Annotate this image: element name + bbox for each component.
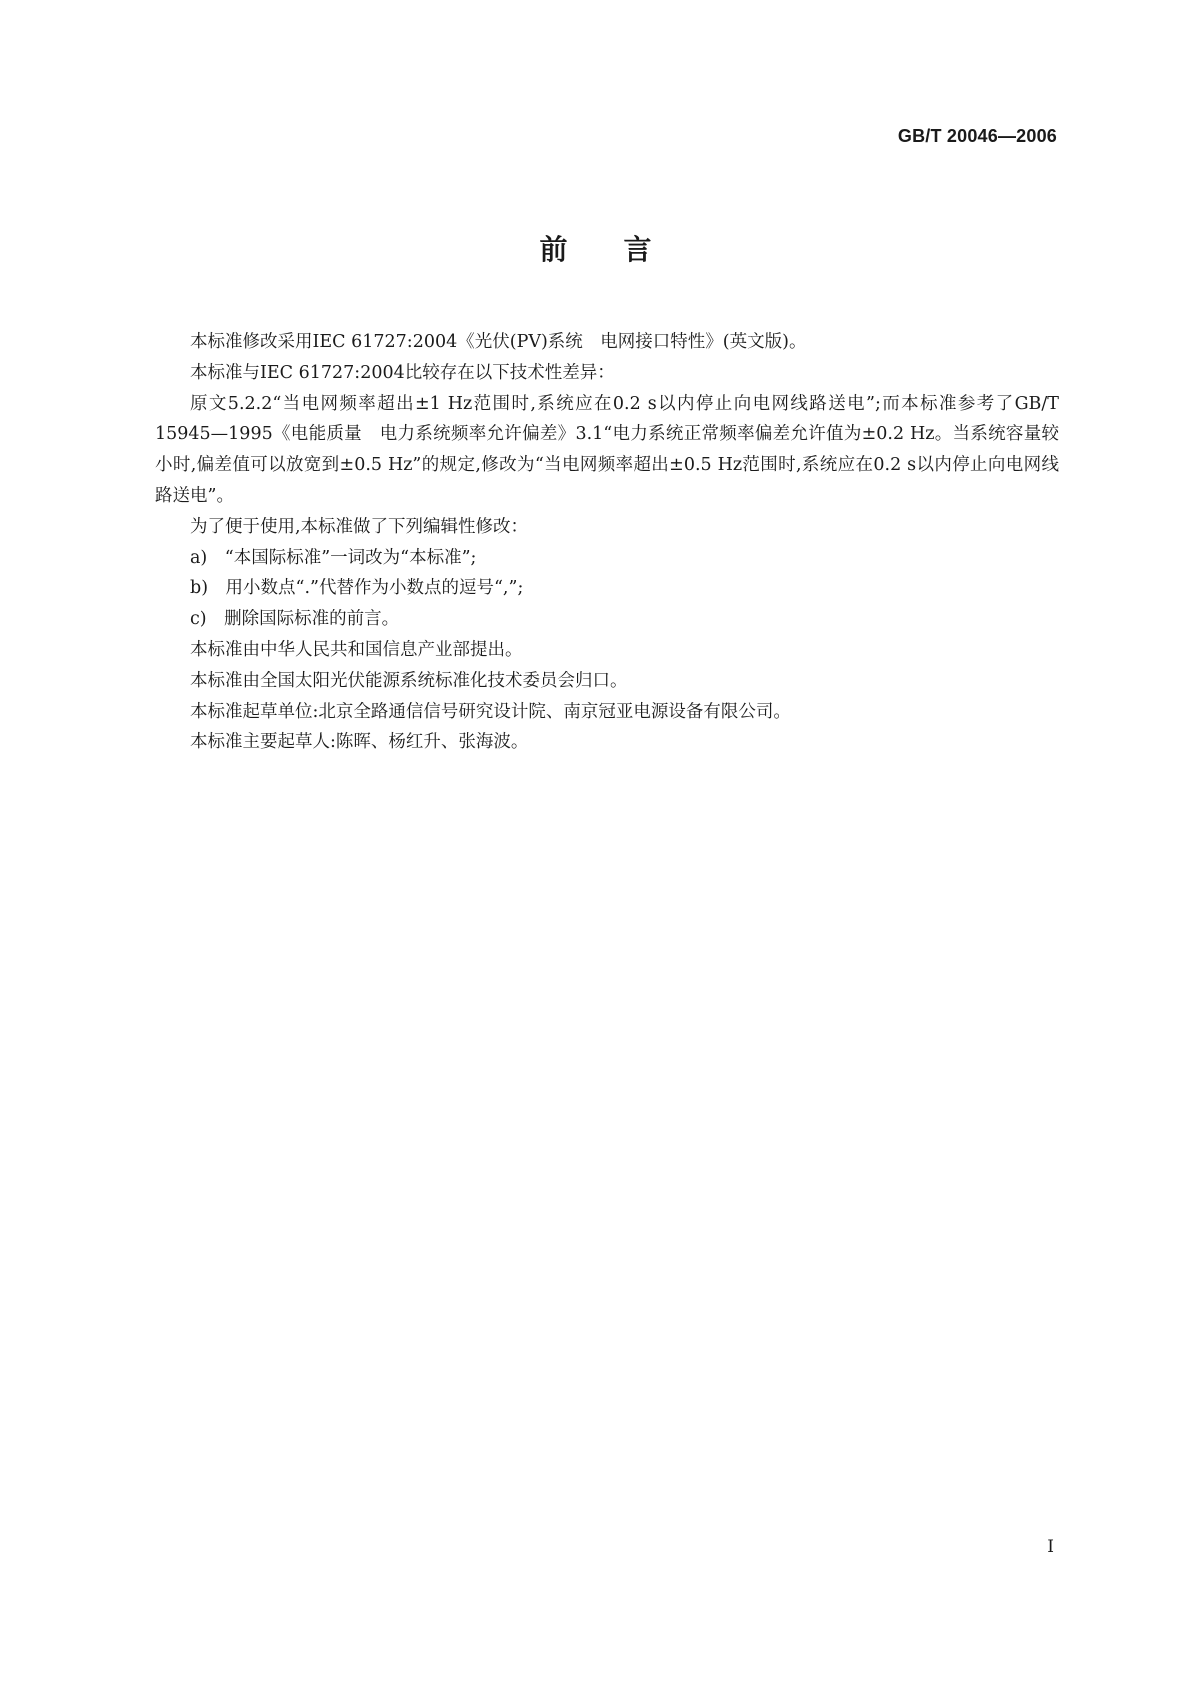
page-number: I (1047, 1537, 1054, 1557)
paragraph-frequency-difference: 原文5.2.2“当电网频率超出±1 Hz范围时,系统应在0.2 s以内停止向电网线路送电”;而本标准参考了GB/T 15945—1995《电能质量 电力系统频率允许偏差》3.1“电力系统正常频率偏差允许值为±0.2 Hz。当系统容量较小时,偏差值可以放宽到±0.5 Hz”的规定,修改为“当电网频率超出±0.5 Hz范围时,系统应在0.2 s以内停止向电网线路送电”。 (155, 393, 1059, 506)
paragraph-drafting-units: 本标准起草单位:北京全路通信信号研究设计院、南京冠亚电源设备有限公司。 (190, 701, 791, 722)
paragraph-committee: 本标准由全国太阳光伏能源系统标准化技术委员会归口。 (190, 670, 628, 691)
paragraph-adoption: 本标准修改采用IEC 61727:2004《光伏(PV)系统 电网接口特性》(英文版)。 (190, 332, 807, 352)
paragraph-differences-intro: 本标准与IEC 61727:2004比较存在以下技术性差异： (190, 362, 615, 383)
list-item-a: a) “本国际标准”一词改为“本标准”; (190, 547, 477, 568)
standard-code: GB/T 20046—2006 (897, 126, 1057, 146)
paragraph-proposer: 本标准由中华人民共和国信息产业部提出。 (190, 639, 523, 660)
paragraph-editorial-intro: 为了便于使用,本标准做了下列编辑性修改： (190, 516, 529, 537)
paragraph-drafters: 本标准主要起草人:陈晖、杨红升、张海波。 (190, 732, 529, 753)
list-item-b: b) 用小数点“.”代替作为小数点的逗号“,”; (190, 578, 524, 599)
foreword-body (155, 327, 1059, 758)
page-title: 前言 (539, 233, 708, 266)
list-item-c: c) 删除国际标准的前言。 (190, 609, 400, 630)
